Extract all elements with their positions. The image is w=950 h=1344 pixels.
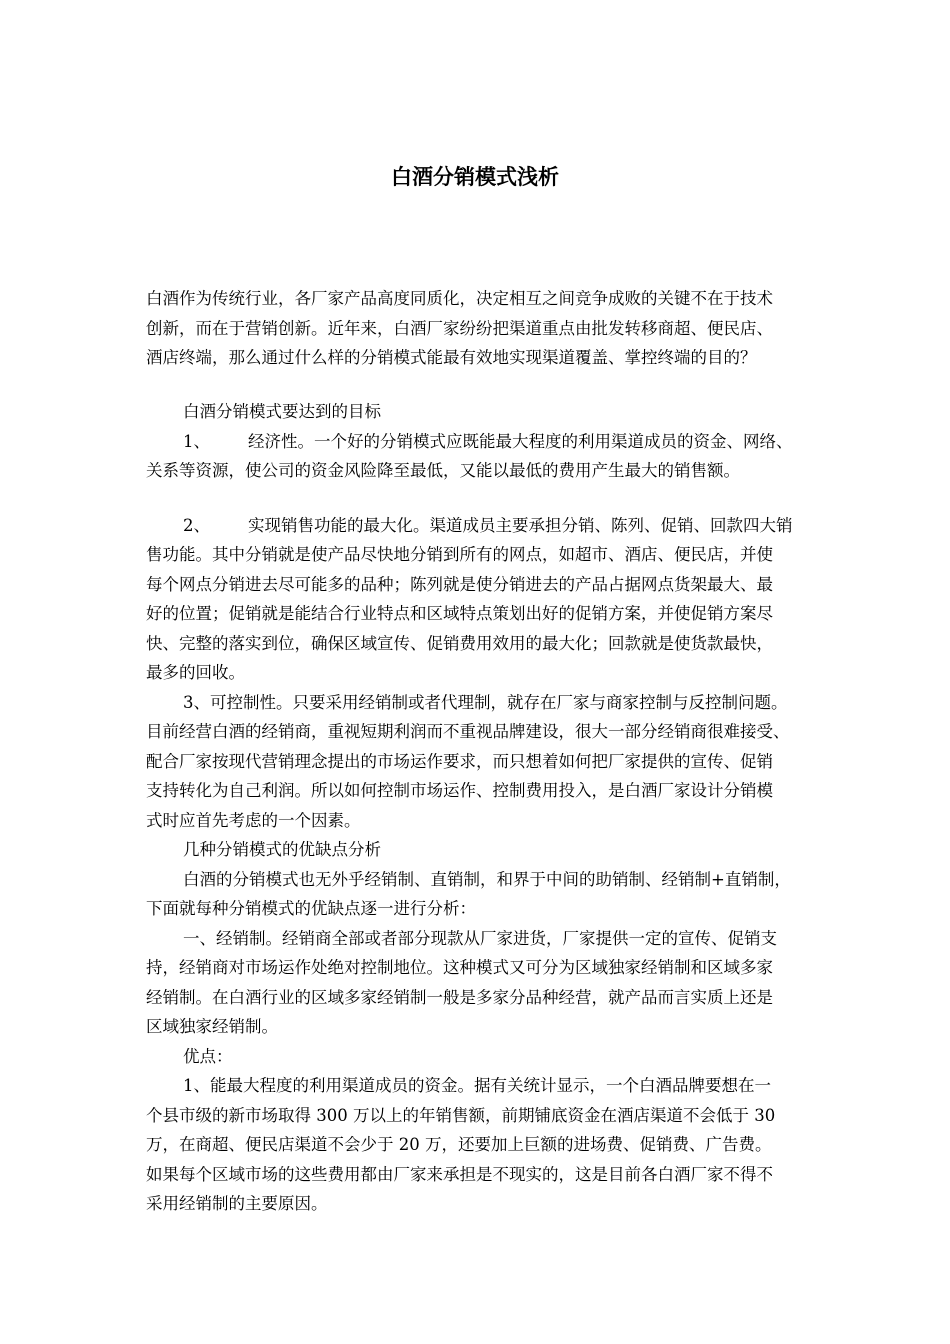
document-body	[146, 397, 874, 1219]
intro-line: 酒店终端，那么通过什么样的分销模式能最有效地实现渠道覆盖、掌控终端的目的？	[146, 348, 757, 367]
item3-line: 式时应首先考虑的一个因素。	[146, 810, 361, 830]
item2-line: 快、完整的落实到位，确保区域宣传、促销费用效用的最大化；回款就是使货款最快，	[146, 633, 773, 653]
item3-line: 支持转化为自己利润。所以如何控制市场运作、控制费用投入，是白酒厂家设计分销模	[146, 781, 773, 800]
advantage1-line: 如果每个区域市场的这些费用都由厂家来承担是不现实的，这是目前各白酒厂家不得不	[146, 1164, 773, 1184]
item2-line: 每个网点分销进去尽可能多的品种；陈列就是使分销进去的产品占据网点货架最大、最	[146, 574, 773, 594]
item2-first-line	[146, 511, 874, 541]
intro-line: 创新，而在于营销创新。近年来，白酒厂家纷纷把渠道重点由批发转移商超、便民店、	[146, 318, 773, 338]
item2-line: 售功能。其中分销就是使产品尽快地分销到所有的网点，如超市、酒店、便民店，并使	[146, 545, 773, 564]
item1-text: 经济性。一个好的分销模式应既能最大程度的利用渠道成员的资金、网络、	[248, 431, 793, 451]
advantage1-line: 万，在商超、便民店渠道不会少于 20 万，还要加上巨额的进场费、促销费、广告费。	[146, 1135, 772, 1154]
item3-line: 3、可控制性。只要采用经销制或者代理制，就存在厂家与商家控制与反控制问题。	[183, 692, 788, 712]
section-heading-goals: 白酒分销模式要达到的目标	[183, 402, 381, 421]
item1-line: 关系等资源，使公司的资金风险降至最低，又能以最低的费用产生最大的销售额。	[146, 461, 740, 480]
item3-line: 配合厂家按现代营销理念提出的市场运作要求，而只想着如何把厂家提供的宣传、促销	[146, 751, 773, 771]
item2-text: 实现销售功能的最大化。渠道成员主要承担分销、陈列、促销、回款四大销	[248, 515, 793, 535]
section2-intro-line: 下面就每种分销模式的优缺点逐一进行分析：	[146, 899, 476, 918]
document-title: 白酒分销模式浅析	[391, 165, 559, 189]
item2-line: 好的位置；促销就是能结合行业特点和区域特点策划出好的促销方案，并使促销方案尽	[146, 604, 773, 623]
item2-number: 2、	[183, 515, 210, 535]
advantages-label: 优点：	[183, 1046, 233, 1066]
advantage1-line: 个县市级的新市场取得 300 万以上的年销售额，前期铺底资金在酒店渠道不会低于 30	[146, 1105, 776, 1125]
mode1-line: 持，经销商对市场运作处绝对控制地位。这种模式又可分为区域独家经销制和区域多家	[146, 958, 773, 977]
mode1-line: 经销制。在白酒行业的区域多家经销制一般是多家分品种经营，就产品而言实质上还是	[146, 987, 773, 1007]
item1-number: 1、	[183, 431, 210, 451]
advantage1-line: 1、能最大程度的利用渠道成员的资金。据有关统计显示，一个白酒品牌要想在一	[183, 1076, 771, 1095]
item3-line: 目前经营白酒的经销商，重视短期利润而不重视品牌建设，很大一部分经销商很难接受、	[146, 722, 790, 741]
section2-intro-line: 白酒的分销模式也无外乎经销制、直销制，和界于中间的助销制、经销制+直销制，	[183, 869, 791, 889]
advantage1-line: 采用经销制的主要原因。	[146, 1194, 328, 1213]
mode1-line: 一、经销制。经销商全部或者部分现款从厂家进货，厂家提供一定的宣传、促销支	[183, 928, 777, 948]
mode1-line: 区域独家经销制。	[146, 1017, 278, 1036]
intro-line: 白酒作为传统行业，各厂家产品高度同质化，决定相互之间竞争成败的关键不在于技术	[146, 289, 773, 308]
intro-paragraph	[146, 284, 874, 373]
section-heading-analysis: 几种分销模式的优缺点分析	[183, 840, 381, 859]
item1-first-line	[146, 427, 874, 457]
item2-line: 最多的回收。	[146, 663, 245, 682]
